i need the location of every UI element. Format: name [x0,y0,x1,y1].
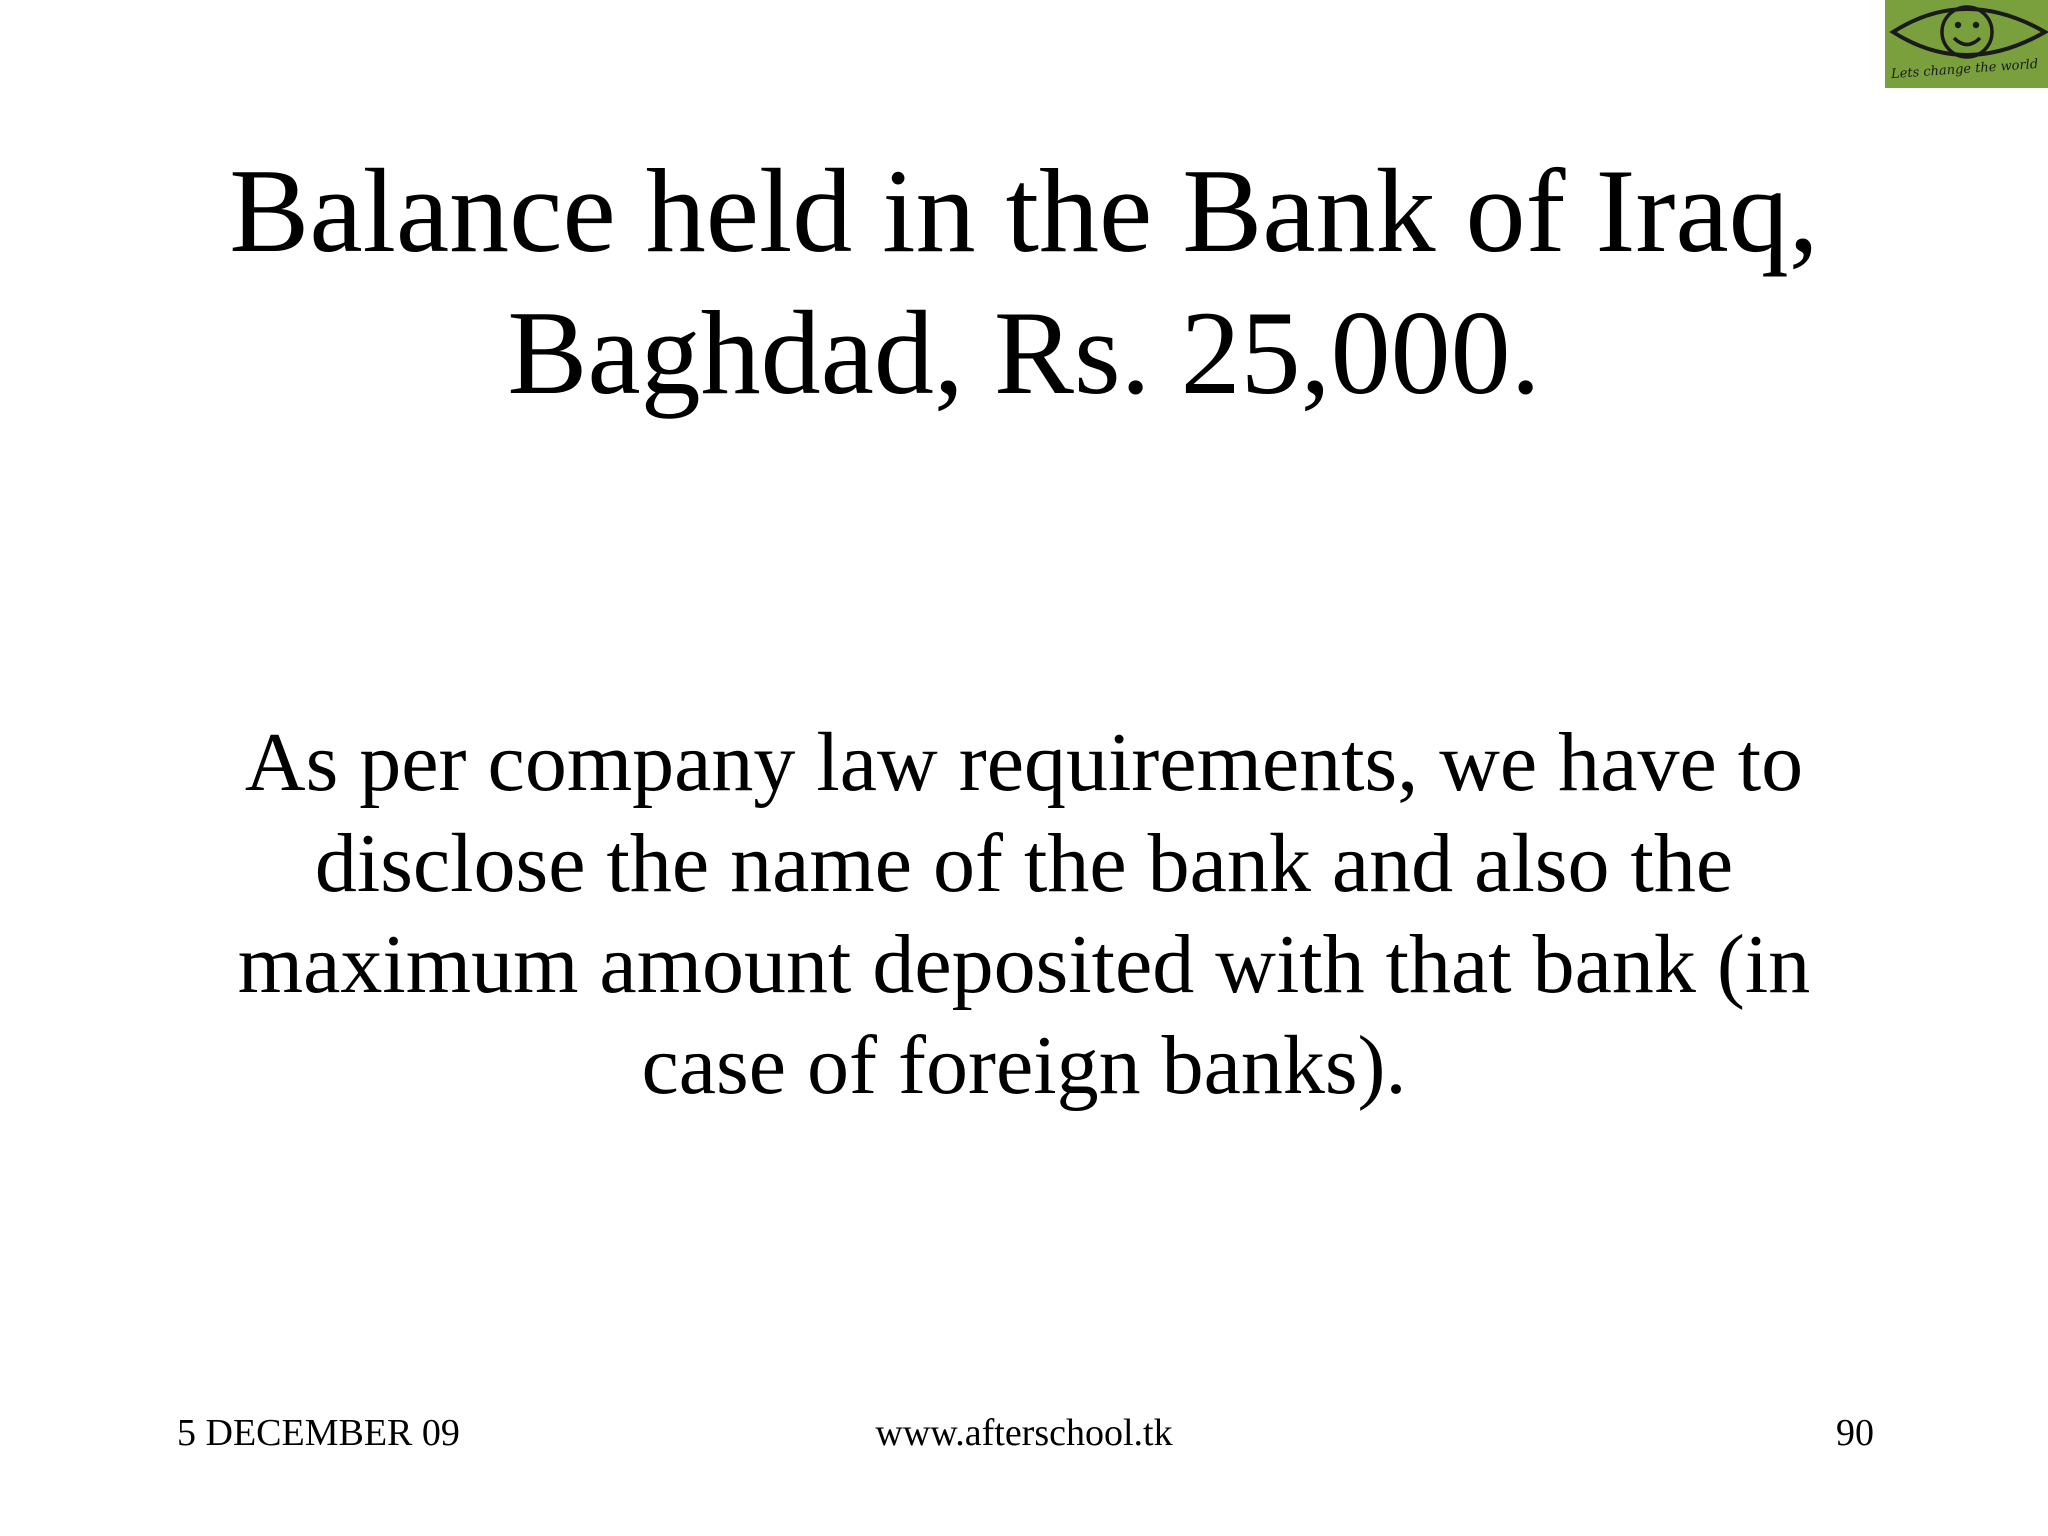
logo [1885,0,2048,88]
title-line: Balance held in the Bank of Iraq, [229,144,1819,277]
slide-title [100,140,1948,424]
footer-date: 5 DECEMBER 09 [177,1412,460,1454]
body-line: disclose the name of the bank and also the [314,817,1734,910]
title-line: Baghdad, Rs. 25,000. [507,286,1541,419]
logo-text: Lets change the world [1890,56,2039,83]
page-number: 90 [1836,1412,1874,1454]
smiley-eye-icon [1885,0,2048,88]
footer-url: www.afterschool.tk [875,1412,1173,1454]
body-line: case of foreign banks). [641,1019,1407,1112]
body-line: As per company law requirements, we have to [244,716,1804,809]
slide-body [100,712,1948,1116]
body-line: maximum amount deposited with that bank (in [237,918,1811,1011]
